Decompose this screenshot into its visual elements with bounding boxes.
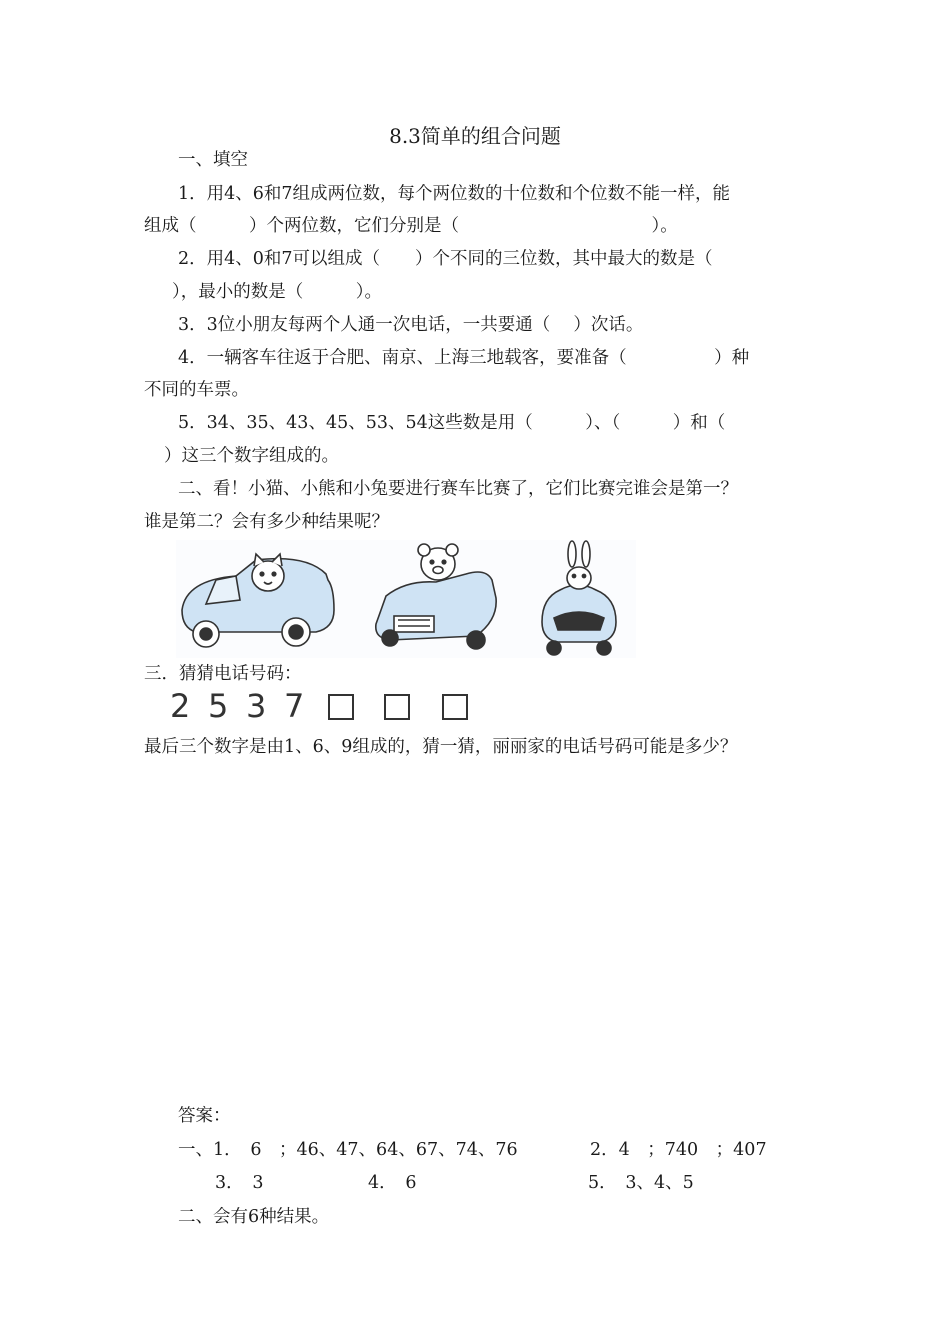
section1-heading: 一、填空	[178, 150, 248, 170]
page-title: 8.3简单的组合问题	[389, 124, 561, 148]
section3-heading: 三．猜猜电话号码：	[144, 664, 302, 684]
bear-car	[376, 544, 496, 649]
phone-digit: 3	[246, 687, 267, 725]
section2-line2: 谁是第二？会有多少种结果呢？	[144, 512, 389, 532]
question-4-line1: 4．一辆客车往返于合肥、南京、上海三地载客，要准备（ ）种	[178, 348, 750, 368]
question-5-line2: ）这三个数字组成的。	[164, 446, 339, 466]
section2-line1: 二、看！小猫、小熊和小兔要进行赛车比赛了，它们比赛完谁会是第一？	[178, 479, 738, 499]
section3-question: 最后三个数字是由1、6、9组成的，猜一猜，丽丽家的电话号码可能是多少？	[144, 737, 738, 757]
racing-cars-illustration	[176, 540, 636, 658]
answer-row2-part3: 5． 3、4、5	[588, 1173, 694, 1193]
question-1-line1: 1．用4、6和7组成两位数，每个两位数的十位数和个位数不能一样，能	[178, 184, 731, 204]
answer-row1-part1: 一、1． 6 ；46、47、64、67、74、76	[178, 1140, 518, 1160]
question-3: 3．3位小朋友每两个人通一次电话，一共要通（ ）次话。	[178, 315, 644, 335]
blank-digit-box	[328, 694, 354, 720]
cat-car	[182, 554, 334, 647]
question-4-line2: 不同的车票。	[144, 380, 249, 400]
blank-digit-box	[442, 694, 468, 720]
phone-digit: 7	[284, 687, 305, 725]
blank-digit-box	[384, 694, 410, 720]
answer-row1-part2: 2．4 ；740 ；407	[590, 1140, 767, 1160]
question-2-line2: ），最小的数是（ ）。	[172, 282, 382, 302]
answer-row2-part1: 3． 3	[215, 1173, 264, 1193]
question-2-line1: 2．用4、0和7可以组成（ ）个不同的三位数，其中最大的数是（	[178, 249, 713, 269]
question-1-line2: 组成（ ）个两位数，它们分别是（ ）。	[144, 216, 678, 236]
rabbit-car	[542, 541, 616, 655]
answer-row3: 二、会有6种结果。	[178, 1207, 330, 1227]
answers-heading: 答案：	[178, 1106, 231, 1126]
phone-digit: 5	[208, 687, 229, 725]
answer-row2-part2: 4． 6	[368, 1173, 417, 1193]
phone-digit: 2	[170, 687, 191, 725]
racing-cars-svg	[176, 540, 636, 658]
question-5-line1: 5．34、35、43、45、53、54这些数是用（ ）、（ ）和（	[178, 413, 726, 433]
